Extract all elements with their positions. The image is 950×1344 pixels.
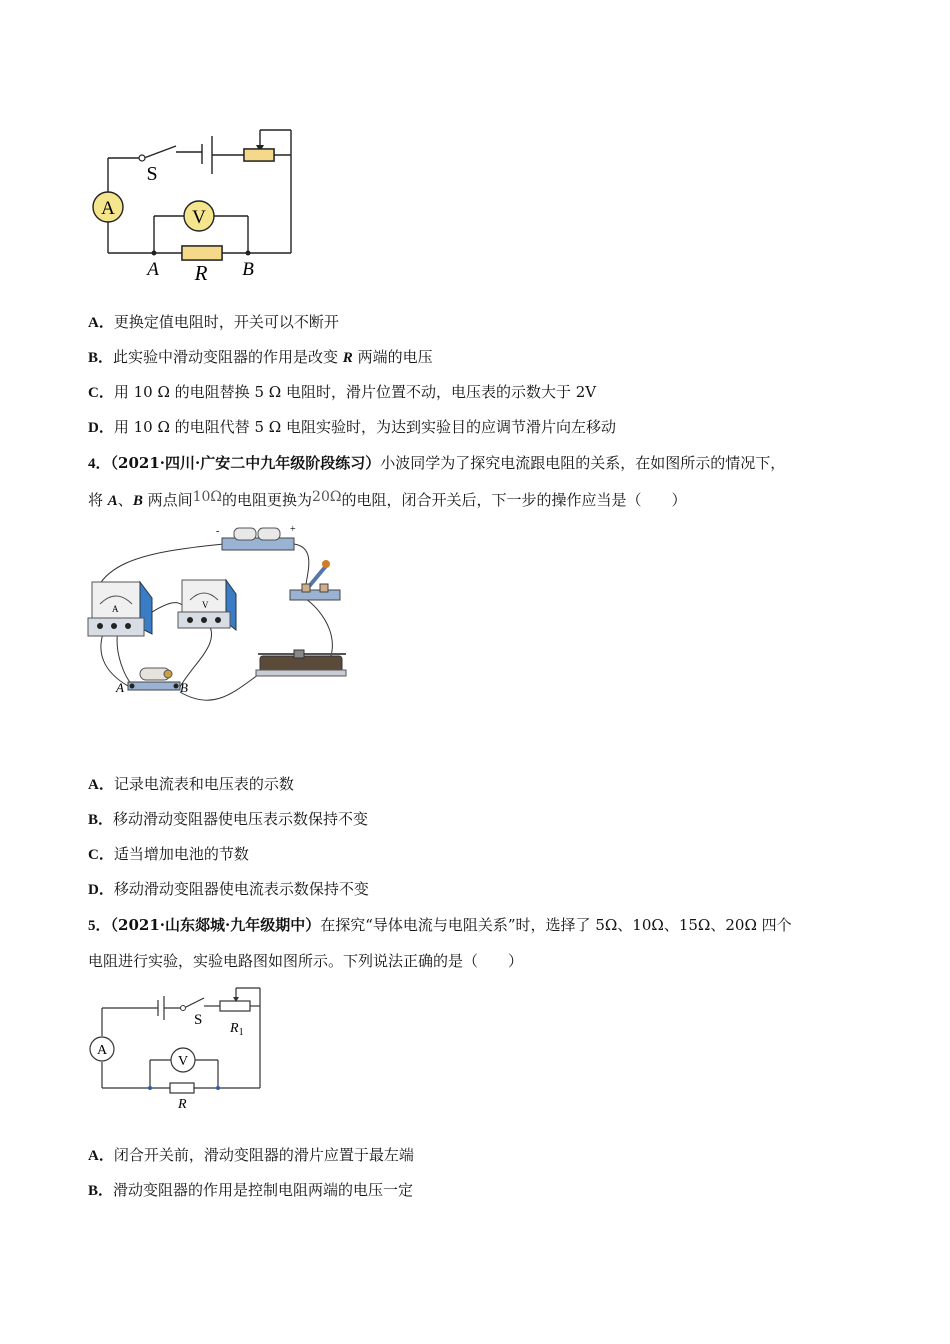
point-a-label: A (147, 259, 159, 280)
circuit-diagram-q5 (86, 984, 266, 1114)
q4-point-b: B (180, 680, 188, 695)
q3-option-c[interactable]: C．用 10 Ω 的电阻替换 5 Ω 电阻时，滑片位置不动，电压表的示数大于 2V (88, 383, 597, 401)
q5-voltmeter-label: V (177, 1054, 189, 1069)
q5-option-b[interactable]: B．滑动变阻器的作用是控制电阻两端的电压一定 (88, 1181, 414, 1199)
q4-option-a[interactable]: A．记录电流表和电压表的示数 (88, 775, 294, 793)
q4-option-c[interactable]: C．适当增加电池的节数 (88, 845, 249, 863)
circuit-diagram-1 (80, 120, 310, 290)
q4-option-d[interactable]: D．移动滑动变阻器使电流表示数保持不变 (88, 880, 369, 898)
q5-stem-line2: 电阻进行实验，实验电路图如图所示。下列说法正确的是（ ） (88, 952, 524, 970)
resistor-label: R (194, 261, 208, 285)
point-b-label: B (242, 259, 254, 280)
ammeter-label: A (101, 198, 115, 219)
q3-option-a[interactable]: A．更换定值电阻时，开关可以不断开 (88, 313, 339, 331)
switch-label: S (146, 163, 158, 185)
q5-option-a[interactable]: A．闭合开关前，滑动变阻器的滑片应置于最左端 (88, 1146, 414, 1164)
voltmeter-label: V (192, 207, 206, 228)
ammeter-face-label: A (112, 604, 119, 614)
resistance-new: 20Ω (312, 489, 342, 505)
circuit-illustration-q4 (84, 522, 354, 717)
q5-stem-line1: 5．（2021·山东郯城·九年级期中）在探究“导体电流与电阻关系”时，选择了 5Ω、10Ω、15Ω、20Ω 四个 (88, 916, 792, 934)
q4-option-b[interactable]: B．移动滑动变阻器使电压表示数保持不变 (88, 810, 369, 828)
q5-ammeter-label: A (96, 1043, 108, 1058)
resistance-old: 10Ω (192, 489, 223, 505)
q5-rheostat-label: $R_1$ (230, 1021, 244, 1038)
battery-minus: - (216, 526, 220, 537)
battery-plus: + (290, 524, 296, 535)
q5-resistor-label: R (178, 1097, 187, 1112)
q4-stem-line1: 4．（2021·四川·广安二中九年级阶段练习）小波同学为了探究电流跟电阻的关系，在如图所示的情况下， (88, 454, 786, 472)
q4-stem-line2: 将 A、B 两点间10Ω的电阻更换为20Ω的电阻，闭合开关后，下一步的操作应当是（ ） (88, 489, 687, 509)
q3-option-d[interactable]: D．用 10 Ω 的电阻代替 5 Ω 电阻实验时，为达到实验目的应调节滑片向左移动 (88, 418, 616, 436)
q3-option-b[interactable]: B．此实验中滑动变阻器的作用是改变 R 两端的电压 (88, 348, 433, 366)
q5-switch-label: S (194, 1012, 203, 1028)
q4-point-a: A (116, 680, 124, 695)
voltmeter-face-label: V (202, 600, 209, 610)
